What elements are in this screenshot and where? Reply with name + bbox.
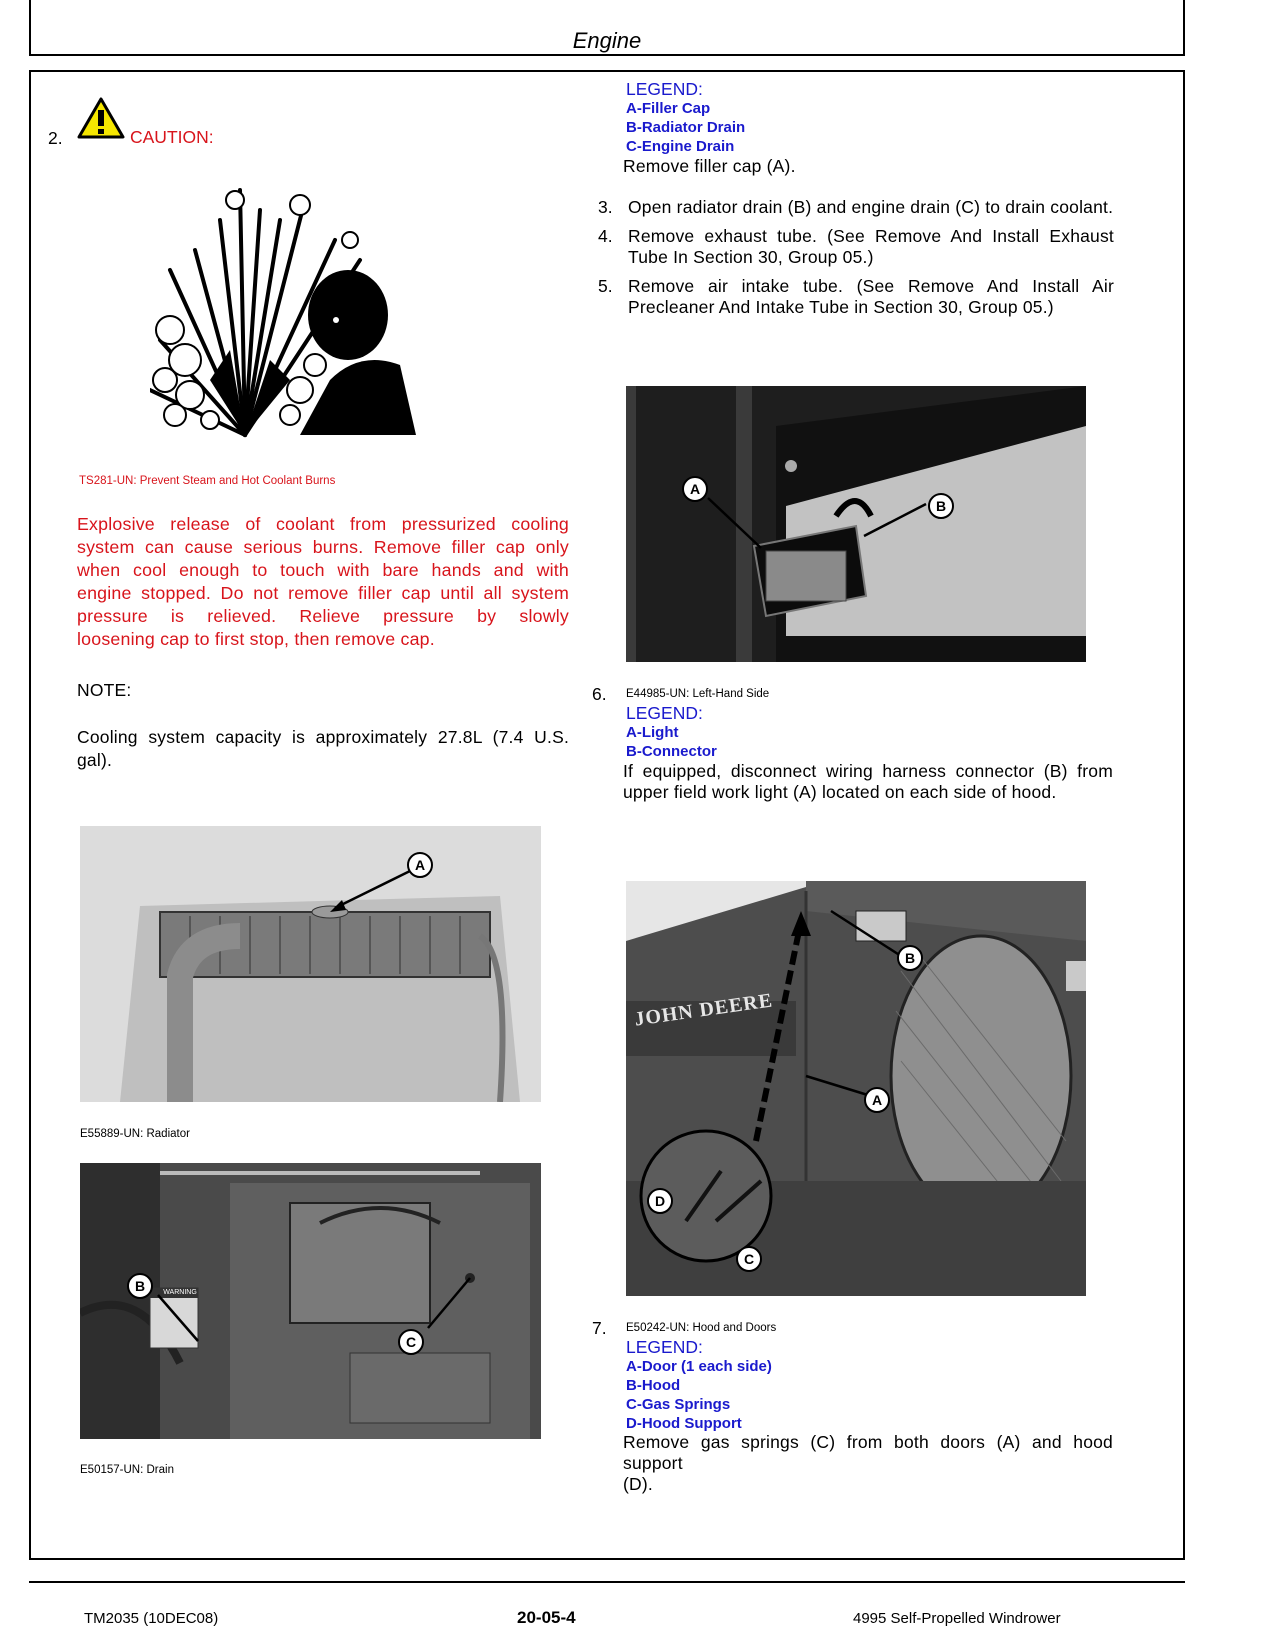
step-3-text: Open radiator drain (B) and engine drain (C) to drain coolant. [628,197,1114,217]
page-title: Engine [572,28,642,53]
callout-b: B [897,945,923,971]
callout-c: C [398,1329,424,1355]
caution-text [77,513,569,651]
callout-b: B [928,493,954,519]
caution-line: system can cause serious burns. Remove filler cap only [77,537,569,557]
callout-a: A [864,1087,890,1113]
radiator-caption: E55889-UN: Radiator [80,1128,190,1140]
step-6-line: upper field work light (A) located on each side of hood. [623,782,1057,802]
legend-heading: LEGEND: [626,703,703,723]
warning-label-text: WARNING [163,1289,197,1296]
legend-heading: LEGEND: [626,79,703,99]
callout-d: D [647,1188,673,1214]
legend-item: A-Filler Cap [626,100,711,117]
legend-light [626,704,717,761]
legend-item: A-Light [626,724,679,741]
step-7-number: 7. [592,1318,607,1338]
legend-item: B-Connector [626,743,717,760]
legend-item: A-Door (1 each side) [626,1358,772,1375]
step-7-text [623,1432,1113,1495]
callout-a: A [682,476,708,502]
legend-hood [626,1338,772,1433]
steam-burn-illustration [150,180,420,442]
remove-filler-text: Remove filler cap (A). [623,156,796,176]
caution-line: pressure is relieved. Relieve pressure by slowly [77,606,569,626]
callout-b: B [127,1273,153,1299]
legend-heading: LEGEND: [626,1337,703,1357]
legend-filler [626,80,745,156]
callout-c: C [736,1246,762,1272]
footer-rule [29,1581,1185,1583]
step-6-text [623,761,1113,803]
step-2-number: 2. [48,128,63,148]
work-light-photo [626,386,1086,662]
hood-doors-photo [626,881,1086,1296]
legend-item: D-Hood Support [626,1415,742,1432]
legend-item: C-Gas Springs [626,1396,731,1413]
caution-line: engine stopped. Do not remove filler cap until all system [77,583,569,603]
legend-item: B-Radiator Drain [626,119,746,136]
left-hand-side-caption: E44985-UN: Left-Hand Side [626,688,770,700]
step-5-line: Precleaner And Intake Tube in Section 30, Group 05.) [628,297,1054,317]
step-4-number: 4. [598,226,613,246]
footer-product: 4995 Self-Propelled Windrower [853,1610,1061,1627]
caution-label: CAUTION: [130,127,214,147]
callout-a: A [407,852,433,878]
step-7-line: Remove gas springs (C) from both doors (A) and hood support [623,1432,1113,1473]
caution-line: loosening cap to first stop, then remove cap. [77,629,435,649]
step-3-number: 3. [598,197,613,217]
caution-figure-caption: TS281-UN: Prevent Steam and Hot Coolant Burns [79,475,336,487]
step-4-line: Tube In Section 30, Group 05.) [628,247,874,267]
step-4-text [628,226,1114,268]
legend-item: C-Engine Drain [626,138,735,155]
caution-triangle-icon [76,96,126,140]
drain-photo [80,1163,541,1439]
hood-doors-caption: E50242-UN: Hood and Doors [626,1322,777,1334]
legend-item: B-Hood [626,1377,681,1394]
step-5-number: 5. [598,276,613,296]
step-5-text [628,276,1114,318]
step-6-line: If equipped, disconnect wiring harness connector (B) from [623,761,1113,781]
footer-doc-id: TM2035 (10DEC08) [84,1610,219,1627]
step-4-line: Remove exhaust tube. (See Remove And Install Exhaust [628,226,1114,246]
radiator-photo [80,826,541,1102]
john-deere-logo: JOHN DEERE [633,989,775,1031]
caution-line: when cool enough to touch with bare hands and with [77,560,569,580]
page-number: 20-05-4 [517,1608,576,1627]
note-label: NOTE: [77,680,132,700]
drain-caption: E50157-UN: Drain [80,1464,174,1476]
note-text: Cooling system capacity is approximately 27.8L (7.4 U.S. gal). [77,727,569,770]
caution-line: Explosive release of coolant from pressurized cooling [77,514,569,534]
step-7-line: (D). [623,1474,653,1494]
step-5-line: Remove air intake tube. (See Remove And Install Air [628,276,1114,296]
step-6-number: 6. [592,684,607,704]
